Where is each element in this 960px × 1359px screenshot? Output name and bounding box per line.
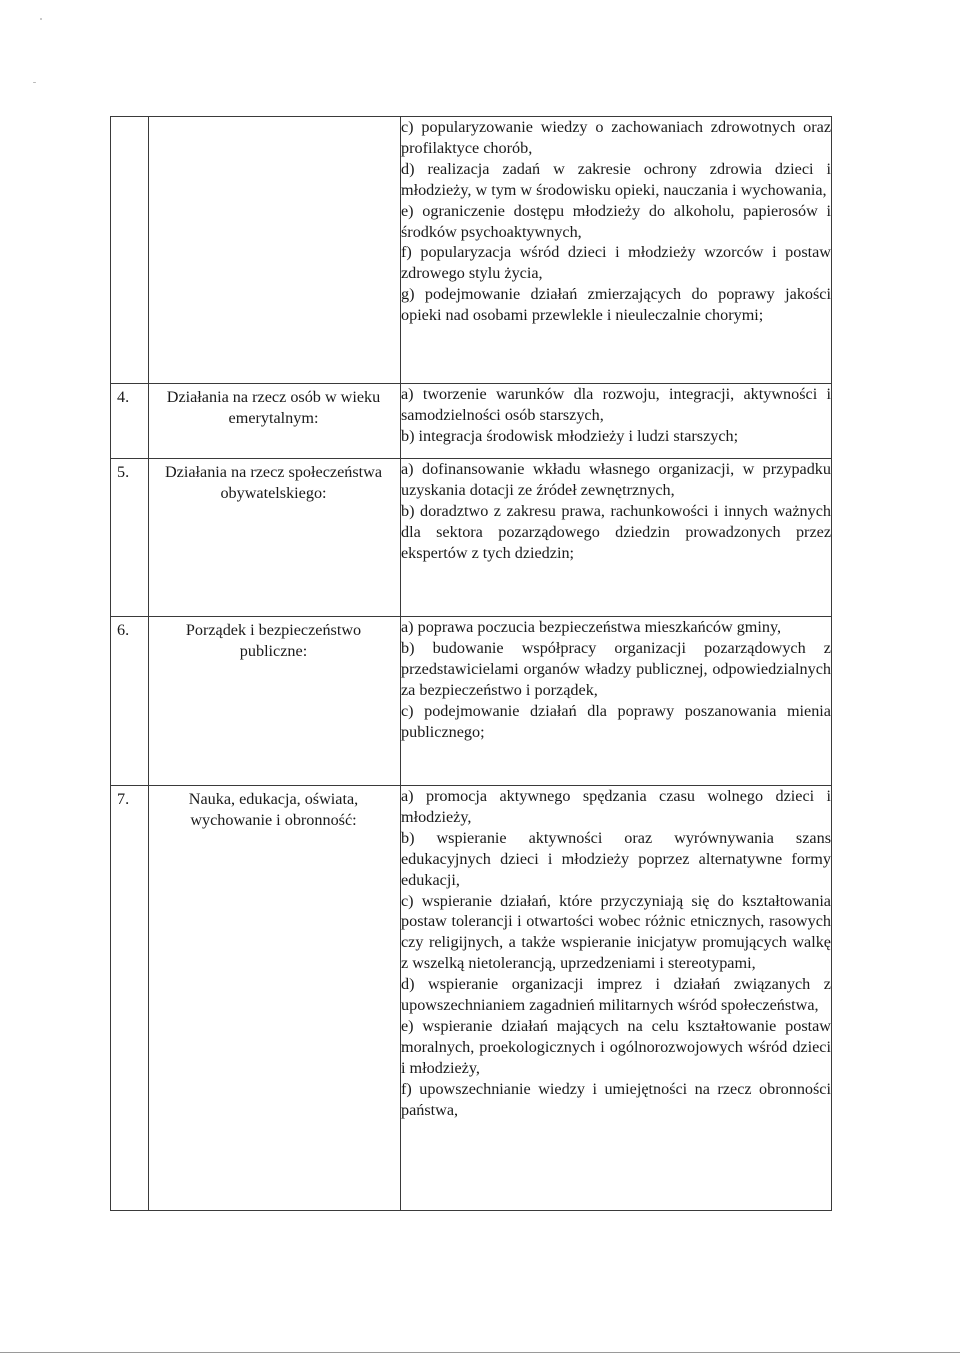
- list-item: b) wspieranie aktywności oraz wyrównywania szans edukacyjnych dzieci i młodzieży poprzez alternatywne formy edukacji,: [401, 828, 831, 889]
- row-number-cell: [111, 617, 149, 786]
- row-number: 7.: [117, 790, 130, 808]
- list-item: b) integracja środowisk młodzieży i ludzi starszych;: [401, 426, 739, 445]
- table-row: [111, 384, 832, 459]
- row-items-cell: [401, 786, 832, 1211]
- row-number-cell: [111, 459, 149, 617]
- row-label: Nauka, edukacja, oświata, wychowanie i obronność:: [188, 790, 359, 829]
- list-item: a) tworzenie warunków dla rozwoju, integracji, aktywności i samodzielności osób starszych,: [401, 385, 831, 424]
- activities-table: [110, 116, 832, 1211]
- row-number: 4.: [117, 388, 130, 406]
- row-items-cell: [401, 617, 832, 786]
- row-number-cell: [111, 384, 149, 459]
- row-number: [111, 117, 148, 120]
- list-item: c) podejmowanie działań dla poprawy poszanowania mienia publicznego;: [401, 701, 831, 741]
- list-item: c) wspieranie działań, które przyczyniają się do kształtowania postaw tolerancji i otwartości wobec różnic etnicznych, rasowych czy religijnych, a także wspieranie inicjatyw promujących walkę z wszelką nietolerancją, uprzedzeniami i stereotypami,: [401, 891, 831, 973]
- table-row: [111, 117, 832, 384]
- row-number-cell: [111, 786, 149, 1211]
- row-label: [149, 117, 400, 120]
- row-items-cell: [401, 384, 832, 459]
- list-item: c) popularyzowanie wiedzy o zachowaniach zdrowotnych oraz profilaktyce chorób,: [401, 118, 831, 157]
- row-label: Porządek i bezpieczeństwo publiczne:: [185, 621, 362, 660]
- list-item: b) budowanie współpracy organizacji pozarządowych z przedstawicielami organów władzy publicznej, odpowiedzialnych za bezpieczeństwo i porządek,: [401, 638, 831, 699]
- row-label: Działania na rzecz osób w wieku emerytalnym:: [166, 388, 381, 427]
- list-item: d) wspieranie organizacji imprez i działań związanych z upowszechnianiem zagadnień militarnych wśród społeczeństwa,: [401, 975, 831, 1015]
- row-items-cell: [401, 117, 832, 384]
- row-label-cell: [149, 117, 401, 384]
- list-item: e) wspieranie działań mających na celu kształtowanie postaw moralnych, proekologicznych i ogólnorozwojowych wśród dzieci i młodzieży,: [401, 1016, 831, 1077]
- table-row: [111, 786, 832, 1211]
- scan-edge-line: [0, 1352, 960, 1353]
- list-item: f) upowszechnianie wiedzy i umiejętności na rzecz obronności państwa,: [401, 1079, 831, 1119]
- list-item: e) ograniczenie dostępu młodzieży do alkoholu, papierosów i środków psychoaktywnych,: [401, 201, 831, 241]
- row-label-cell: [149, 617, 401, 786]
- table-row: [111, 617, 832, 786]
- list-item: b) doradztwo z zakresu prawa, rachunkowości i innych ważnych dla sektora pozarządowego dziedzin prowadzonych przez ekspertów z tych dziedzin;: [401, 501, 831, 562]
- row-label-cell: [149, 459, 401, 617]
- row-label: Działania na rzecz społeczeństwa obywatelskiego:: [164, 463, 383, 502]
- list-item: f) popularyzacja wśród dzieci i młodzieży wzorców i postaw zdrowego stylu życia,: [401, 243, 831, 283]
- row-label-cell: [149, 786, 401, 1211]
- row-items-cell: [401, 459, 832, 617]
- list-item: g) podejmowanie działań zmierzających do poprawy jakości opieki nad osobami przewlekle i nieuleczalnie chorymi;: [401, 285, 831, 325]
- list-item: a) poprawa poczucia bezpieczeństwa mieszkańców gminy,: [401, 618, 782, 636]
- list-item: a) promocja aktywnego spędzania czasu wolnego dzieci i młodzieży,: [401, 787, 831, 826]
- table-row: [111, 459, 832, 617]
- list-item: d) realizacja zadań w zakresie ochrony zdrowia dzieci i młodzieży, w tym w środowisku opieki, nauczania i wychowania,: [401, 159, 831, 199]
- scan-speck: [33, 82, 36, 83]
- scan-speck: [40, 18, 42, 20]
- row-number: 6.: [117, 621, 130, 639]
- row-number: 5.: [117, 463, 130, 481]
- row-label-cell: [149, 384, 401, 459]
- list-item: a) dofinansowanie wkładu własnego organizacji, w przypadku uzyskania dotacji ze źródeł zewnętrznych,: [401, 460, 831, 499]
- row-number-cell: [111, 117, 149, 384]
